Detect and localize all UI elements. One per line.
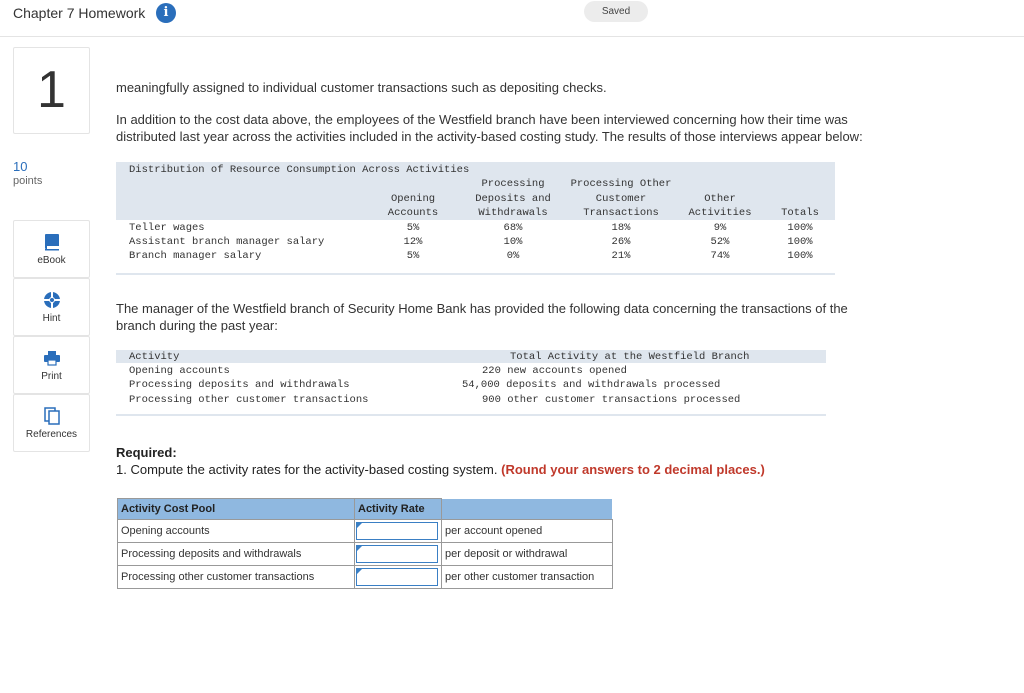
assignment-title: Chapter 7 Homework xyxy=(13,5,146,21)
cell: 74% xyxy=(710,250,730,262)
info-icon[interactable]: i xyxy=(156,3,176,23)
cell: 26% xyxy=(611,236,631,248)
ebook-button[interactable] xyxy=(13,220,90,278)
table-row xyxy=(118,520,613,543)
activity-name: Processing deposits and withdrawals xyxy=(129,379,350,391)
points-label: points xyxy=(13,175,43,187)
row-label: Teller wages xyxy=(129,222,205,234)
activity-total: 54,000 deposits and withdrawals processed xyxy=(462,379,721,391)
table-row xyxy=(118,566,613,589)
top-bar xyxy=(0,0,1024,37)
hint-icon xyxy=(43,291,61,309)
row-label: Assistant branch manager salary xyxy=(129,236,325,248)
distribution-table xyxy=(116,162,835,275)
col-other-activities-line1: Other xyxy=(704,193,736,205)
answer-table xyxy=(117,498,613,589)
paragraph-manager-line2: branch during the past year: xyxy=(116,318,278,333)
required-label: Required: xyxy=(116,445,177,460)
activity-table xyxy=(116,350,826,420)
references-icon xyxy=(43,407,61,425)
hint-label: Hint xyxy=(42,313,61,324)
activity-name: Opening accounts xyxy=(129,365,230,377)
paragraph-interview-line1: In addition to the cost data above, the employees of the Westfield branch have been interviewed concerning how their time was xyxy=(116,112,848,127)
print-label: Print xyxy=(41,371,62,382)
points-value: 10 xyxy=(13,159,28,174)
cell: 9% xyxy=(713,222,727,234)
col-other-activities-line2: Activities xyxy=(688,207,752,219)
required-question: 1. Compute the activity rates for the activity-based costing system. (Round your answers to 2 decimal places.) xyxy=(116,462,765,477)
rate-unit: per account opened xyxy=(442,520,613,543)
table-divider xyxy=(116,414,826,416)
activity-header: Activity xyxy=(129,351,180,363)
cell: 0% xyxy=(506,250,520,262)
distribution-table-title: Distribution of Resource Consumption Across Activities xyxy=(129,164,470,176)
col-deposits-line3: Withdrawals xyxy=(478,207,548,219)
cell: 5% xyxy=(406,250,420,262)
cost-pool-name: Processing other customer transactions xyxy=(118,566,355,589)
cell: 100% xyxy=(787,250,813,262)
row-label: Branch manager salary xyxy=(129,250,262,262)
col-opening-line2: Accounts xyxy=(387,207,439,219)
print-button[interactable] xyxy=(13,336,90,394)
cell: 21% xyxy=(611,250,631,262)
rounding-note: (Round your answers to 2 decimal places.) xyxy=(501,462,765,477)
header-activity-rate: Activity Rate xyxy=(355,499,442,520)
question-number: 1 xyxy=(13,47,90,134)
ebook-label: eBook xyxy=(37,255,66,266)
answer-table-header xyxy=(118,499,613,520)
cell: 5% xyxy=(406,222,420,234)
cell: 100% xyxy=(787,236,813,248)
cost-pool-name: Opening accounts xyxy=(118,520,355,543)
paragraph-manager-line1: The manager of the Westfield branch of Security Home Bank has provided the following data concerning the transactions of the xyxy=(116,301,848,316)
col-deposits-line2: Deposits and xyxy=(475,193,551,205)
col-deposits-line1: Processing xyxy=(481,178,545,190)
activity-rate-cell xyxy=(355,566,442,589)
cost-pool-name: Processing deposits and withdrawals xyxy=(118,543,355,566)
paragraph-interview-line2: distributed last year across the activities included in the activity-based costing study. The results of those interviews appear below: xyxy=(116,129,863,144)
required-section xyxy=(116,444,765,478)
activity-total: 900 other customer transactions processed xyxy=(482,394,741,406)
cell: 100% xyxy=(787,222,813,234)
col-totals: Totals xyxy=(781,207,819,219)
col-other-trans-line1: Processing Other xyxy=(570,178,672,190)
cell: 68% xyxy=(503,222,523,234)
printer-icon xyxy=(43,349,61,367)
cell: 12% xyxy=(403,236,423,248)
activity-rate-cell xyxy=(355,520,442,543)
points-display xyxy=(13,159,42,189)
header-cost-pool: Activity Cost Pool xyxy=(118,499,355,520)
references-button[interactable] xyxy=(13,394,90,452)
activity-rate-cell xyxy=(355,543,442,566)
book-icon xyxy=(43,233,61,251)
activity-name: Processing other customer transactions xyxy=(129,394,369,406)
rate-unit: per other customer transaction xyxy=(442,566,613,589)
table-divider xyxy=(116,273,835,275)
header-blank xyxy=(442,499,613,520)
hint-button[interactable] xyxy=(13,278,90,336)
rate-unit: per deposit or withdrawal xyxy=(442,543,613,566)
total-activity-header: Total Activity at the Westfield Branch xyxy=(510,351,750,363)
references-label: References xyxy=(25,429,78,440)
col-other-trans-line3: Transactions xyxy=(583,207,659,219)
activity-rate-input[interactable] xyxy=(356,522,438,540)
paragraph-intro: meaningfully assigned to individual customer transactions such as depositing checks. xyxy=(116,80,607,95)
cell: 18% xyxy=(611,222,631,234)
activity-rate-input[interactable] xyxy=(356,568,438,586)
cell: 52% xyxy=(710,236,730,248)
activity-rate-input[interactable] xyxy=(356,545,438,563)
table-row xyxy=(118,543,613,566)
col-other-trans-line2: Customer xyxy=(595,193,647,205)
activity-total: 220 new accounts opened xyxy=(482,365,627,377)
col-opening-line1: Opening xyxy=(390,193,436,205)
saved-badge: Saved xyxy=(584,1,648,22)
cell: 10% xyxy=(503,236,523,248)
